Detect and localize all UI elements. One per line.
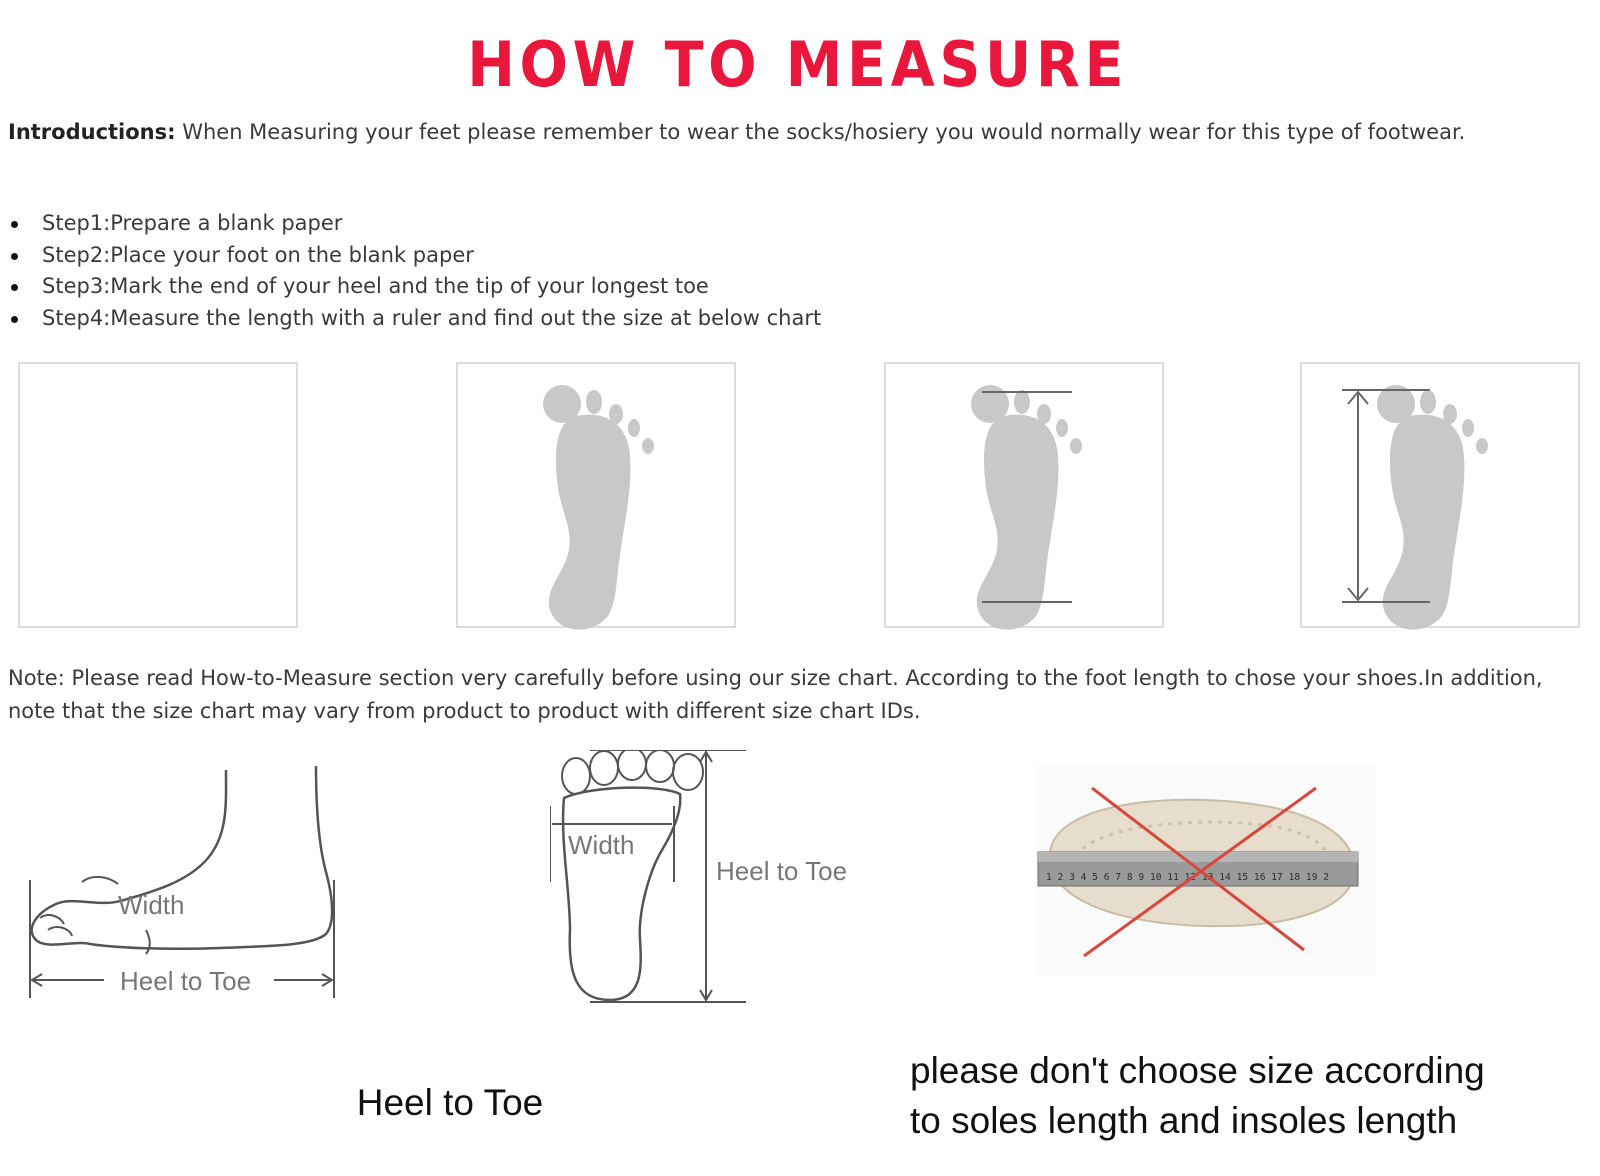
- note-paragraph: Note: Please read How-to-Measure section very carefully before using our size chart. According to the foot length to chose your shoes.In addition, note that the size chart may vary from product to product with different size chart IDs.: [8, 666, 1543, 723]
- sole-ruler-photo: [1036, 766, 1376, 976]
- step2-footprint-panel: [456, 362, 736, 628]
- step-text: Step2:Place your foot on the blank paper: [42, 242, 474, 267]
- steps-list: [8, 208, 821, 334]
- bullet-icon: [11, 253, 18, 260]
- sole-outline: [563, 788, 680, 1000]
- side-length-label: Heel to Toe: [120, 966, 252, 996]
- step-item: [8, 240, 821, 272]
- step-item: [8, 271, 821, 303]
- top-width-label: Width: [568, 830, 635, 860]
- sole-warning-caption: [910, 1046, 1550, 1146]
- intro-text: When Measuring your feet please remember to wear the socks/hosiery you would normally wear for this type of footwear.: [175, 120, 1466, 144]
- page-title: HOW TO MEASURE: [467, 28, 1129, 101]
- bullet-icon: [11, 221, 18, 228]
- marked-footprint-icon: [886, 364, 1166, 630]
- step-text: Step3:Mark the end of your heel and the tip of your longest toe: [42, 274, 709, 298]
- step3-marked-footprint-panel: [884, 362, 1164, 628]
- sole-warning-line1: please don't choose size according: [910, 1050, 1485, 1091]
- step-item: [8, 208, 821, 240]
- bullet-icon: [11, 316, 18, 323]
- side-width-label: Width: [118, 890, 185, 920]
- measured-footprint-icon: [1302, 364, 1582, 630]
- ruler-numbers: 1 2 3 4 5 6 7 8 9 10 11 12 13 14 15 16 17 18 19 2: [1046, 872, 1330, 883]
- step-item: [8, 303, 821, 335]
- sole-warning-line2: to soles length and insoles length: [910, 1100, 1458, 1141]
- foot-outline: [32, 766, 332, 949]
- step4-measured-footprint-panel: [1300, 362, 1580, 628]
- intro-paragraph: [8, 116, 1548, 148]
- top-length-label: Heel to Toe: [716, 856, 848, 886]
- intro-label: Introductions:: [8, 120, 176, 144]
- side-foot-diagram: [20, 764, 350, 1024]
- heel-to-toe-caption: Heel to Toe: [356, 1082, 544, 1123]
- step-text: Step4:Measure the length with a ruler and find out the size at below chart: [42, 305, 822, 330]
- step1-blank-paper-panel: [18, 362, 298, 628]
- footprint-icon: [458, 364, 738, 630]
- top-foot-diagram: [550, 750, 880, 1020]
- bullet-icon: [11, 284, 18, 291]
- step-text: Step1:Prepare a blank paper: [42, 211, 343, 235]
